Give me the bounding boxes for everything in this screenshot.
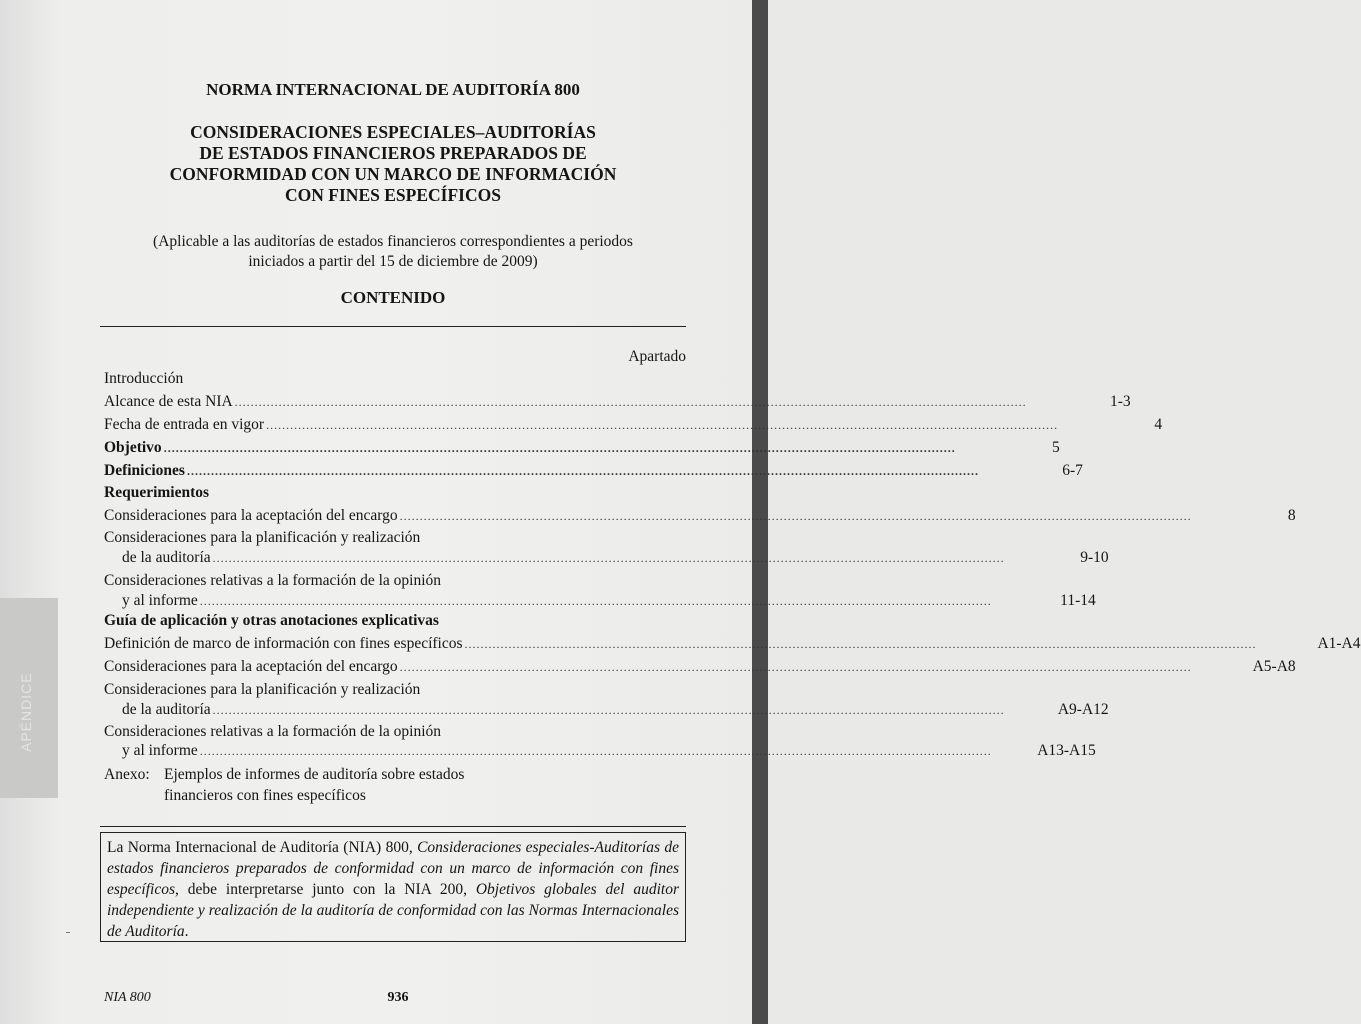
toc-item-ref: 8	[1287, 507, 1296, 524]
toc-item-definiciones[interactable]	[104, 460, 1083, 482]
toc-item-label: Alcance de esta NIA	[104, 393, 233, 410]
toc-item-guia-planificacion[interactable]	[122, 699, 1109, 721]
toc-item-line: Consideraciones relativas a la formación de la opinión	[104, 572, 442, 589]
anexo-line: financieros con fines específicos	[164, 787, 366, 804]
toc-item-ref: A5-A8	[1252, 658, 1296, 675]
toc-item-ref: 4	[1154, 416, 1163, 433]
toc-item-label: Consideraciones para la aceptación del encargo	[104, 507, 398, 524]
note-italic-text: Objetivos globales del auditor independiente y realización de la auditoría de conformidad con las Normas Internacionales de Auditoría	[107, 881, 679, 940]
toc-item-ref: A13-A15	[1037, 742, 1096, 759]
toc-item-ref: 5	[1051, 439, 1060, 456]
toc-item-line: Consideraciones para la planificación y realización	[104, 529, 421, 546]
toc-item-objetivo[interactable]	[104, 437, 1060, 459]
toc-leader: ......................................................................................................................................................................................................	[212, 551, 1005, 565]
toc-leader: ......................................................................................................................................................................................................	[234, 395, 1027, 409]
toc-item-label: Consideraciones para la aceptación del encargo	[104, 658, 398, 675]
toc-section-guia: Guía de aplicación y otras anotaciones explicativas	[104, 612, 439, 629]
subtitle-line: CON FINES ESPECÍFICOS	[285, 185, 501, 205]
toc-section-introduccion: Introducción	[104, 370, 184, 387]
note-text: , debe interpretarse junto con la NIA 200,	[175, 881, 476, 898]
toc-item-label: y al informe	[122, 742, 198, 759]
toc-item-ref: 1-3	[1110, 393, 1131, 410]
toc-item-label: y al informe	[122, 592, 198, 609]
toc-item-line: Consideraciones para la planificación y realización	[104, 681, 421, 698]
toc-leader: ......................................................................................................................................................................................................	[399, 660, 1192, 674]
anexo-label: Anexo:	[104, 766, 150, 783]
applicability-line: iniciados a partir del 15 de diciembre de 2009)	[248, 253, 538, 270]
margin-mark	[66, 932, 70, 933]
toc-item-req-planificacion[interactable]	[122, 547, 1109, 569]
applicability-note	[100, 232, 686, 272]
toc-item-label: Definición de marco de información con fines específicos	[104, 635, 463, 652]
toc-item-label: de la auditoría	[122, 701, 211, 718]
subtitle-line: CONSIDERACIONES ESPECIALES–AUDITORÍAS	[190, 122, 596, 142]
toc-leader: ......................................................................................................................................................................................................	[163, 441, 956, 455]
toc-leader: ......................................................................................................................................................................................................	[212, 703, 1005, 717]
toc-item-ref: A1-A4	[1317, 635, 1361, 652]
side-tab-label: APÉNDICE	[18, 672, 34, 752]
applicability-line: (Aplicable a las auditorías de estados financieros correspondientes a periodos	[153, 233, 633, 250]
note-text: .	[184, 923, 189, 940]
toc-item-ref: 11-14	[1060, 592, 1096, 609]
toc-item-fecha[interactable]	[104, 414, 1163, 436]
toc-item-req-opinion[interactable]	[122, 590, 1096, 612]
toc-item-alcance[interactable]	[104, 391, 1131, 413]
toc-leader: ......................................................................................................................................................................................................	[266, 418, 1059, 432]
interpretation-note-box	[100, 832, 686, 942]
toc-item-guia-definicion[interactable]	[104, 633, 1361, 655]
toc-leader: ......................................................................................................................................................................................................	[399, 509, 1192, 523]
toc-item-guia-opinion[interactable]	[122, 740, 1096, 762]
standard-title: NORMA INTERNACIONAL DE AUDITORÍA 800	[206, 80, 580, 99]
toc-leader: ......................................................................................................................................................................................................	[199, 594, 992, 608]
toc-item-guia-aceptacion[interactable]	[104, 656, 1296, 678]
page-number: 936	[387, 990, 409, 1005]
toc-leader: ......................................................................................................................................................................................................	[186, 464, 979, 478]
note-italic-text: Consideraciones especiales-Auditorías de estados financieros preparados de conformidad con un marco de información con fines específicos	[107, 839, 680, 898]
toc-leader: ......................................................................................................................................................................................................	[464, 637, 1257, 651]
toc-item-ref: 9-10	[1080, 549, 1109, 566]
toc-section-requerimientos: Requerimientos	[104, 484, 210, 501]
toc-item-label: Objetivo	[104, 439, 162, 456]
toc-item-anexo[interactable]	[104, 764, 464, 806]
note-top-rule	[100, 826, 686, 827]
footer-standard-ref: NIA 800	[104, 990, 151, 1005]
subtitle-line: CONFORMIDAD CON UN MARCO DE INFORMACIÓN	[169, 164, 617, 184]
note-text: La Norma Internacional de Auditoría (NIA) 800,	[107, 839, 418, 856]
toc-item-line: Consideraciones relativas a la formación de la opinión	[104, 723, 442, 740]
toc-leader: ......................................................................................................................................................................................................	[199, 744, 992, 758]
toc-item-ref: 6-7	[1062, 462, 1083, 479]
toc-item-label: Definiciones	[104, 462, 185, 479]
contents-rule	[100, 326, 686, 327]
toc-item-label: Fecha de entrada en vigor	[104, 416, 265, 433]
anexo-line: Ejemplos de informes de auditoría sobre estados	[164, 766, 465, 783]
toc-item-label: de la auditoría	[122, 549, 211, 566]
contents-heading: CONTENIDO	[340, 288, 446, 307]
standard-subtitle	[100, 122, 686, 206]
toc-item-req-aceptacion[interactable]	[104, 505, 1296, 527]
paragraph-column-label: Apartado	[628, 348, 686, 365]
toc-item-ref: A9-A12	[1057, 701, 1109, 718]
subtitle-line: DE ESTADOS FINANCIEROS PREPARADOS DE	[199, 143, 587, 163]
